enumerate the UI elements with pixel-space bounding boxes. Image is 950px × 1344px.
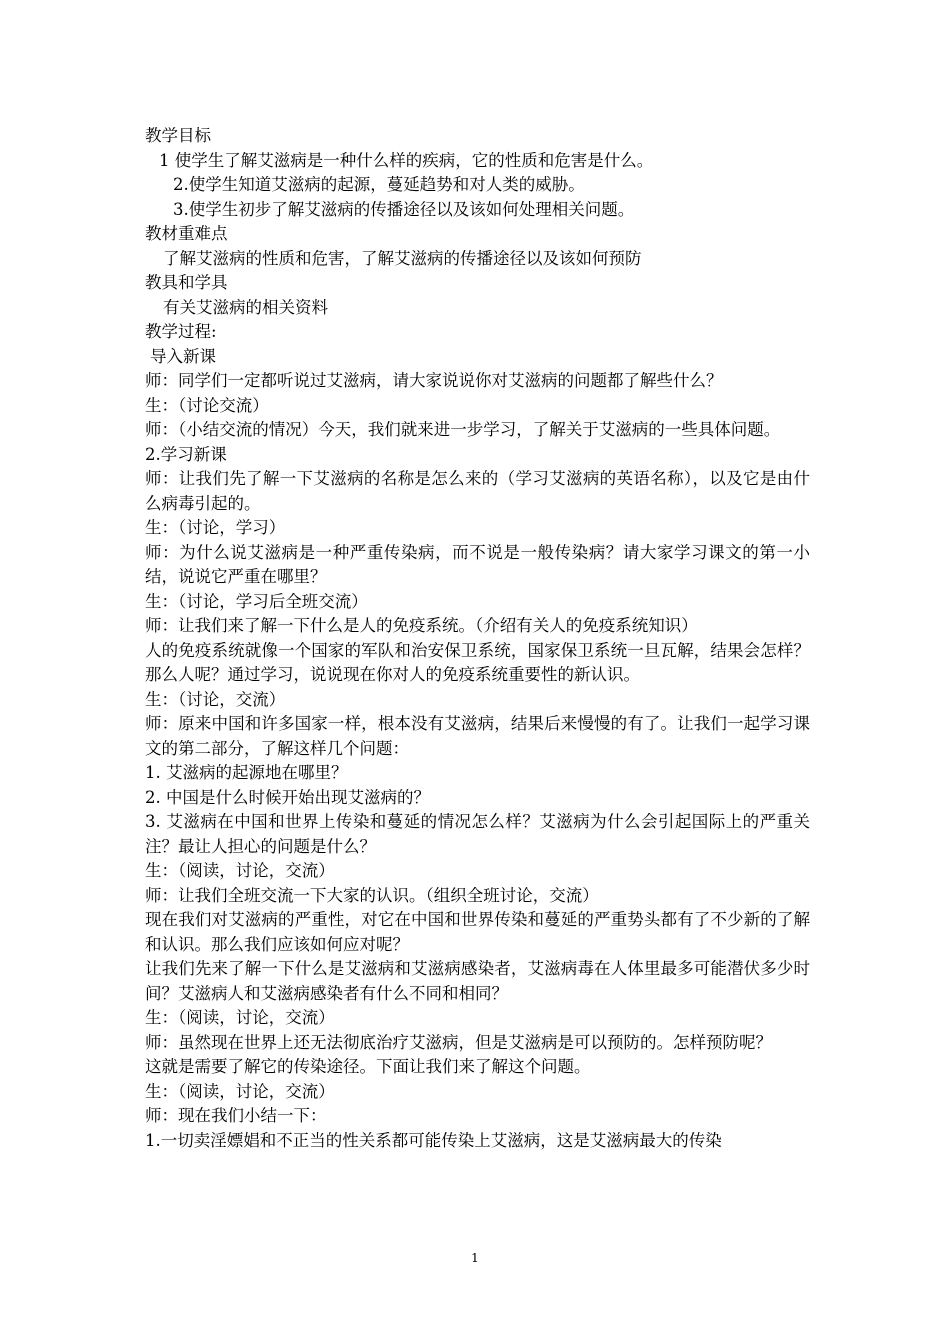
dialogue-line: 生：（讨论，学习） [145,518,286,537]
question-item: 3. 艾滋病在中国和世界上传染和蔓延的情况怎么样？艾滋病为什么会引起国际上的严重关注？最让人担心的问题是什么？ [145,812,810,856]
dialogue-line: 生：（讨论，学习后全班交流） [145,591,368,611]
dialogue-line: 生：（讨论交流） [145,395,269,415]
subsection-heading: 导入新课 [150,346,216,366]
paragraph: 让我们先来了解一下什么是艾滋病和艾滋病感染者，艾滋病毒在人体里最多可能潜伏多少时间？艾滋病人和艾滋病感染者有什么不同和相同？ [145,959,810,1003]
document-body [145,124,810,1153]
dialogue-line: 师：现在我们小结一下： [145,1106,327,1125]
question-item: 1. 艾滋病的起源地在哪里？ [145,763,348,782]
dialogue-line: 师：让我们全班交流一下大家的认识。（组织全班讨论，交流） [145,885,599,905]
paragraph: 现在我们对艾滋病的严重性，对它在中国和世界传染和蔓延的严重势头都有了不少新的了解和认识。那么我们应该如何应对呢？ [145,910,810,954]
paragraph: 这就是需要了解它的传染途径。下面让我们来了解这个问题。 [145,1057,591,1076]
dialogue-line: 生：（阅读，讨论，交流） [145,1008,335,1027]
dialogue-line: 师：为什么说艾滋病是一种严重传染病，而不说是一般传染病？请大家学习课文的第一小结，说说它严重在哪里？ [145,542,810,586]
objective-item: 1 使学生了解艾滋病是一种什么样的疾病，它的性质和危害是什么。 [159,150,654,170]
dialogue-line: 师：同学们一定都听说过艾滋病，请大家说说你对艾滋病的问题都了解些什么？ [145,371,723,390]
dialogue-line: 生：（阅读，讨论，交流） [145,1081,335,1101]
dialogue-line: 师：让我们来了解一下什么是人的免疫系统。（介绍有关人的免疫系统知识） [145,616,698,635]
summary-item: 1.一切卖淫嫖娼和不正当的性关系都可能传染上艾滋病，这是艾滋病最大的传染 [145,1130,722,1150]
section-heading: 教学目标 [145,126,211,145]
subsection-heading: 2.学习新课 [145,444,227,464]
objective-item: 3.使学生初步了解艾滋病的传播途径以及该如何处理相关问题。 [173,199,635,219]
dialogue-line: 师：（小结交流的情况）今天，我们就来进一步学习，了解关于艾滋病的一些具体问题。 [145,420,781,439]
page-number: 1 [471,1251,479,1265]
dialogue-line: 师：虽然现在世界上还无法彻底治疗艾滋病，但是艾滋病是可以预防的。怎样预防呢？ [145,1032,772,1052]
objective-item: 2.使学生知道艾滋病的起源，蔓延趋势和对人类的威胁。 [173,175,585,194]
section-heading: 教具和学具 [145,273,228,292]
dialogue-line: 师：让我们先了解一下艾滋病的名称是怎么来的（学习艾滋病的英语名称），以及它是由什么病毒引起的。 [145,469,810,513]
section-heading: 教材重难点 [145,224,228,243]
dialogue-line: 生：（讨论，交流） [145,689,286,709]
paragraph: 有关艾滋病的相关资料 [163,297,328,317]
question-item: 2. 中国是什么时候开始出现艾滋病的？ [145,787,430,807]
paragraph: 了解艾滋病的性质和危害，了解艾滋病的传播途径以及该如何预防 [163,248,642,268]
dialogue-line: 师：原来中国和许多国家一样，根本没有艾滋病，结果后来慢慢的有了。让我们一起学习课文的第二部分，了解这样几个问题： [145,714,810,758]
paragraph: 人的免疫系统就像一个国家的军队和治安保卫系统，国家保卫系统一旦瓦解，结果会怎样？那么人呢？通过学习，说说现在你对人的免疫系统重要性的新认识。 [145,640,810,684]
section-heading: 教学过程: [145,322,217,341]
dialogue-line: 生：（阅读，讨论，交流） [145,861,335,880]
